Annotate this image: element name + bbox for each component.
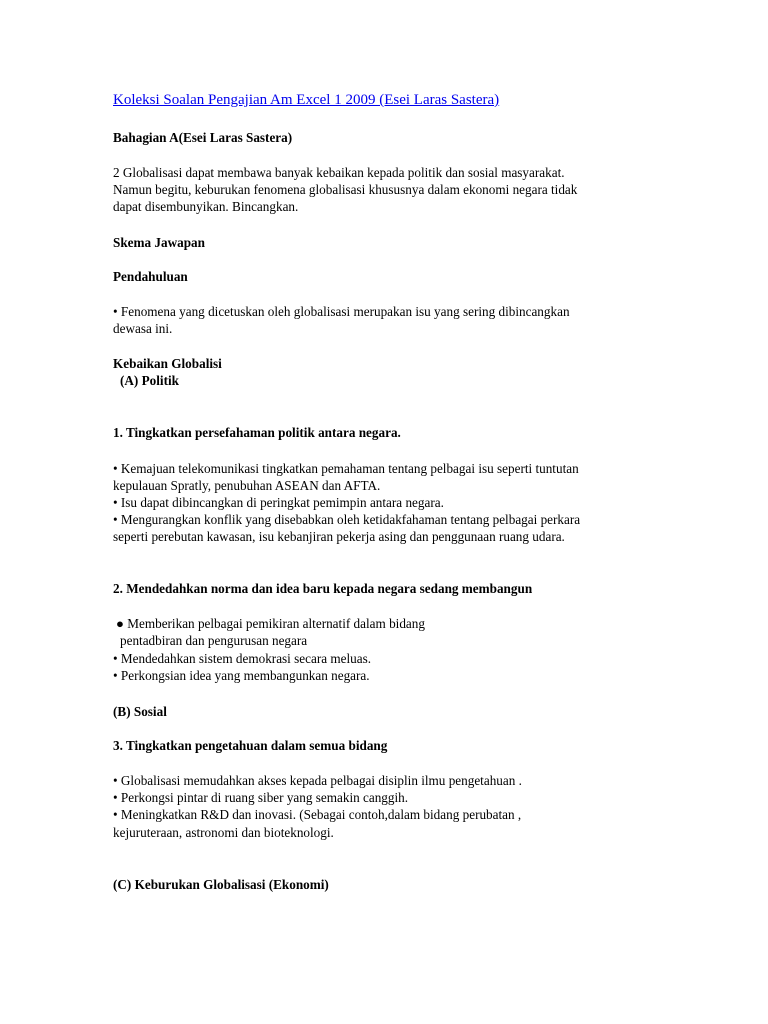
point-2-heading: 2. Mendedahkan norma dan idea baru kepada negara sedang membangun <box>113 581 533 596</box>
document-title-link[interactable]: Koleksi Soalan Pengajian Am Excel 1 2009 (Esei Laras Sastera) <box>113 92 500 108</box>
intro-line: • Fenomena yang dicetuskan oleh globalisasi merupakan isu yang sering dibincangkan <box>113 304 570 319</box>
point-3-heading: 3. Tingkatkan pengetahuan dalam semua bidang <box>113 738 388 753</box>
point-1-line: • Mengurangkan konflik yang disebabkan oleh ketidakfahaman tentang pelbagai perkara <box>113 512 581 527</box>
point-3-line: • Globalisasi memudahkan akses kepada pelbagai disiplin ilmu pengetahuan . <box>113 773 522 788</box>
point-1-heading: 1. Tingkatkan persefahaman politik antara negara. <box>113 425 401 440</box>
point-2-line: pentadbiran dan pengurusan negara <box>120 633 308 648</box>
section-heading-a: Bahagian A(Esei Laras Sastera) <box>113 130 293 145</box>
pendahuluan-heading: Pendahuluan <box>113 269 188 284</box>
question-line: Namun begitu, keburukan fenomena globalisasi khususnya dalam ekonomi negara tidak <box>113 182 578 197</box>
intro-line: dewasa ini. <box>113 321 173 336</box>
point-1-line: kepulauan Spratly, penubuhan ASEAN dan AFTA. <box>113 478 381 493</box>
point-3-line: kejuruteraan, astronomi dan bioteknologi. <box>113 825 334 840</box>
question-line: dapat disembunyikan. Bincangkan. <box>113 199 299 214</box>
point-1-line: • Kemajuan telekomunikasi tingkatkan pemahaman tentang pelbagai isu seperti tuntutan <box>113 461 579 476</box>
point-1-line: seperti perebutan kawasan, isu kebanjiran pekerja asing dan penggunaan ruang udara. <box>113 529 565 544</box>
kebaikan-heading: Kebaikan Globalisi <box>113 356 222 371</box>
point-2-line: ● Memberikan pelbagai pemikiran alternatif dalam bidang <box>116 616 425 631</box>
point-1-line: • Isu dapat dibincangkan di peringkat pemimpin antara negara. <box>113 495 444 510</box>
sosial-heading: (B) Sosial <box>113 704 167 719</box>
politik-heading: (A) Politik <box>120 373 179 388</box>
skema-heading: Skema Jawapan <box>113 235 205 250</box>
keburukan-heading: (C) Keburukan Globalisasi (Ekonomi) <box>113 877 329 892</box>
question-line: 2 Globalisasi dapat membawa banyak kebaikan kepada politik dan sosial masyarakat. <box>113 165 565 180</box>
point-3-line: • Perkongsi pintar di ruang siber yang semakin canggih. <box>113 790 409 805</box>
point-2-line: • Mendedahkan sistem demokrasi secara meluas. <box>113 651 372 666</box>
point-2-line: • Perkongsian idea yang membangunkan negara. <box>113 668 370 683</box>
point-3-line: • Meningkatkan R&D dan inovasi. (Sebagai contoh,dalam bidang perubatan , <box>113 807 522 822</box>
